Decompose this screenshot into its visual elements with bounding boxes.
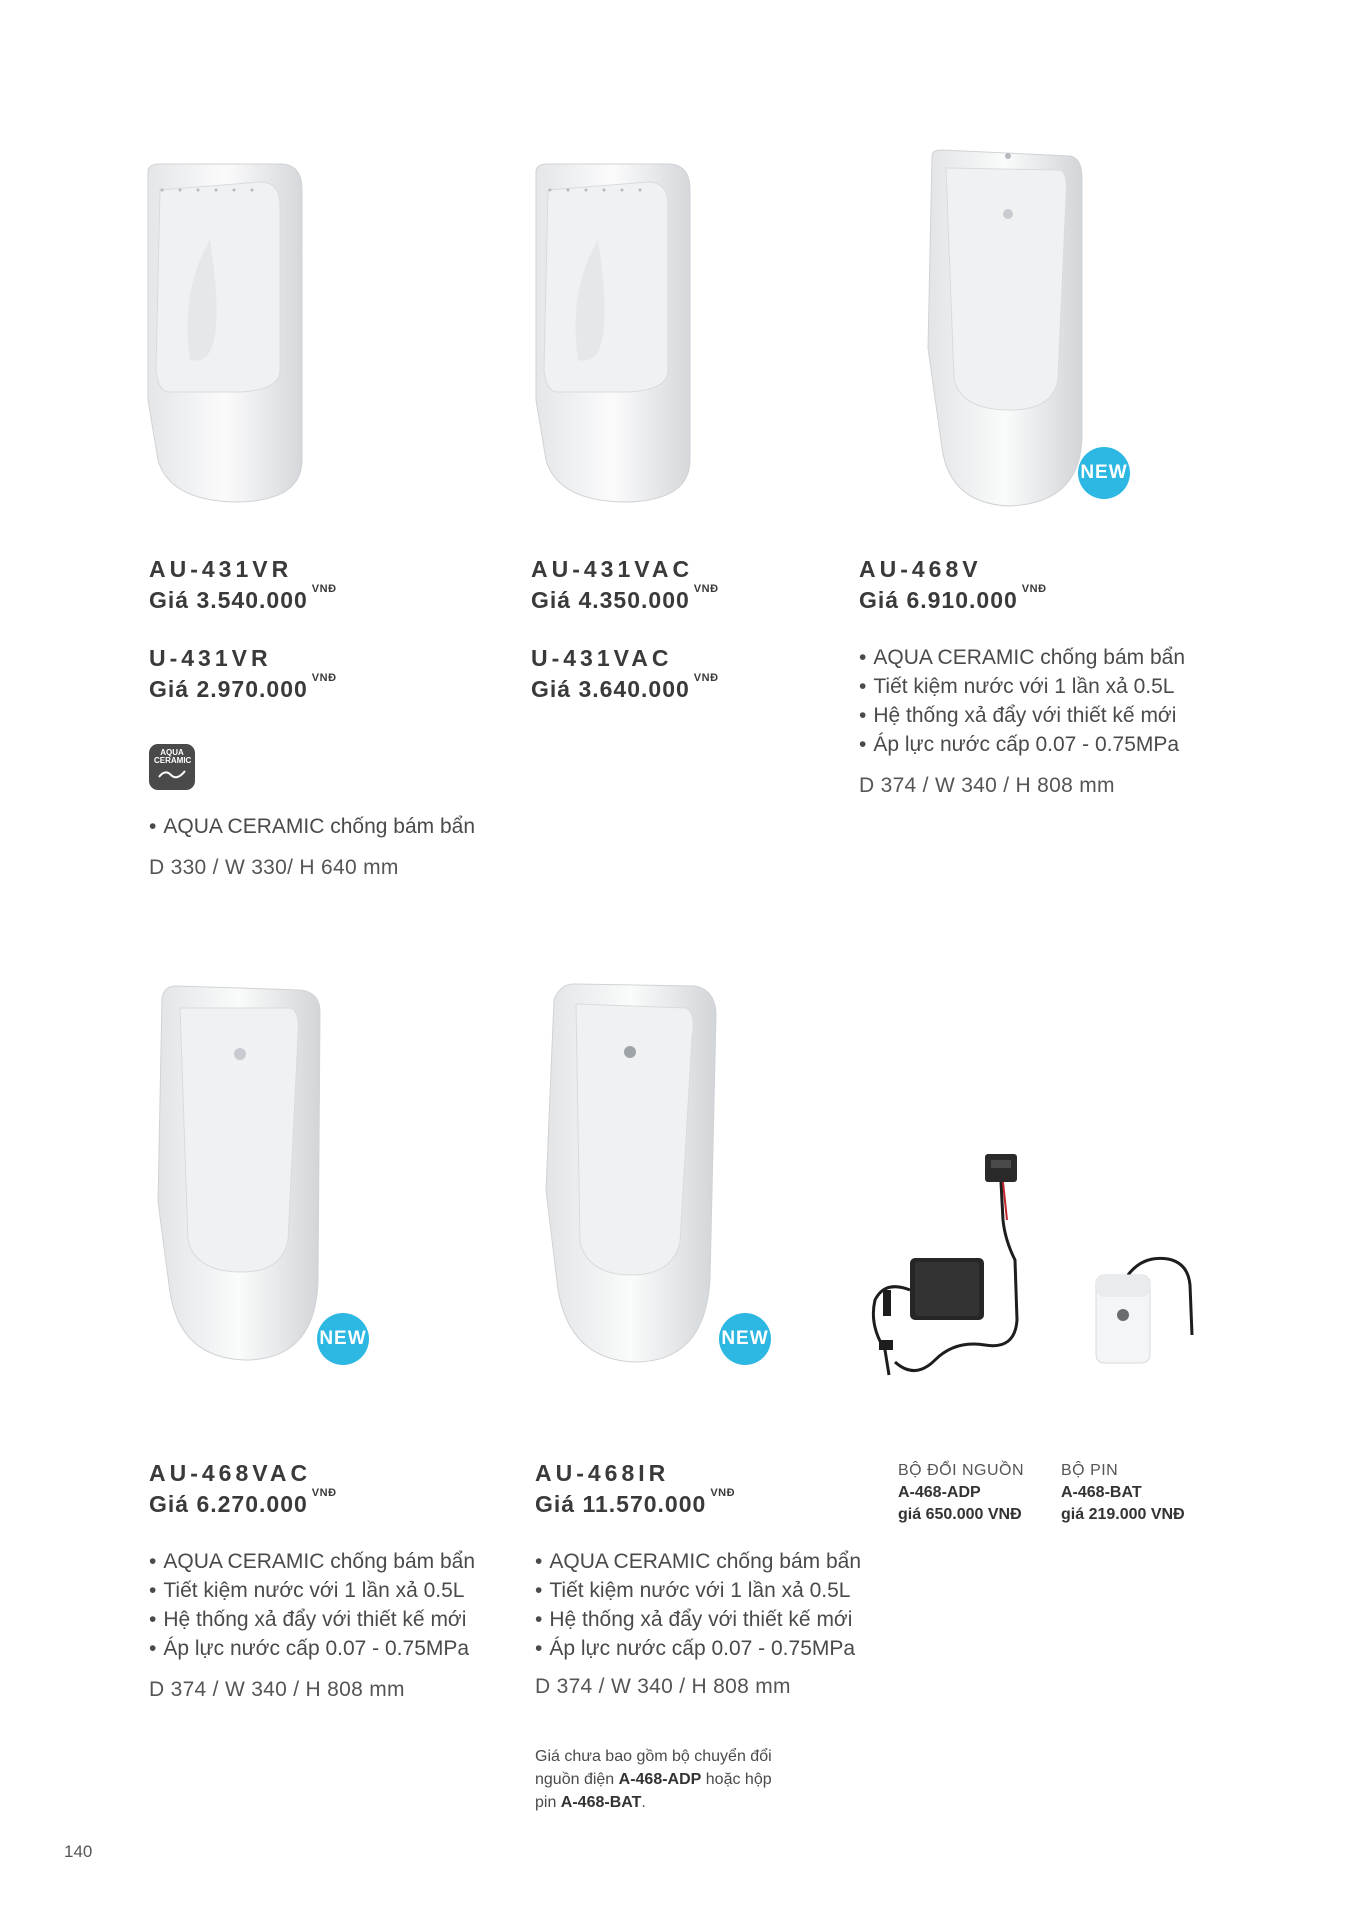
model-name: AU-468VAC [149, 1460, 312, 1486]
dimensions: D 374 / W 340 / H 808 mm [859, 774, 1115, 797]
feature-list [535, 1547, 861, 1663]
accessory-label: BỘ ĐỔI NGUỒN [898, 1462, 1025, 1479]
model-price: Giá 11.570.000 $^{VNĐ}$ [535, 1487, 736, 1517]
feature-item: • AQUA CERAMIC chống bám bẩn [149, 1547, 475, 1576]
power-adapter-image [865, 1150, 1040, 1385]
feature-list [149, 812, 475, 841]
feature-item: • Áp lực nước cấp 0.07 - 0.75MPa [859, 730, 1185, 759]
dimensions: D 374 / W 340 / H 808 mm [149, 1678, 405, 1701]
feature-list [859, 643, 1185, 759]
aqua-ceramic-icon: AQUA CERAMIC [149, 744, 195, 790]
feature-item: • Tiết kiệm nước với 1 lần xả 0.5L [535, 1576, 861, 1605]
dimensions: D 330 / W 330/ H 640 mm [149, 856, 399, 879]
model-name: U-431VAC [531, 645, 673, 671]
feature-item: • AQUA CERAMIC chống bám bẩn [149, 812, 475, 841]
model-name: AU-431VAC [531, 556, 694, 582]
feature-item: • Hệ thống xả đẩy với thiết kế mới [535, 1605, 861, 1634]
urinal-au-431vr-image [140, 160, 310, 505]
model-price: Giá 6.270.000 $^{VNĐ}$ [149, 1487, 337, 1517]
feature-item: • Hệ thống xả đẩy với thiết kế mới [859, 701, 1185, 730]
dimensions: D 374 / W 340 / H 808 mm [535, 1675, 791, 1698]
feature-item: • Tiết kiệm nước với 1 lần xả 0.5L [149, 1576, 475, 1605]
page-number: 140 [64, 1842, 93, 1861]
model-name: AU-468IR [535, 1460, 670, 1486]
model-price: Giá 3.640.000 $^{VNĐ}$ [531, 672, 719, 702]
feature-item: • Hệ thống xả đẩy với thiết kế mới [149, 1605, 475, 1634]
model-name: U-431VR [149, 645, 272, 671]
feature-item: • Áp lực nước cấp 0.07 - 0.75MPa [535, 1634, 861, 1663]
accessory-code: A-468-ADP [898, 1484, 981, 1501]
new-badge: NEW [317, 1313, 369, 1365]
feature-item: • AQUA CERAMIC chống bám bẩn [859, 643, 1185, 672]
new-badge: NEW [719, 1313, 771, 1365]
urinal-au-468vac-image [150, 982, 325, 1362]
model-price: Giá 6.910.000 $^{VNĐ}$ [859, 583, 1047, 613]
model-name: AU-431VR [149, 556, 293, 582]
urinal-au-468ir-image [540, 980, 720, 1365]
model-price: Giá 3.540.000 $^{VNĐ}$ [149, 583, 337, 613]
feature-item: • Tiết kiệm nước với 1 lần xả 0.5L [859, 672, 1185, 701]
model-price: Giá 4.350.000 $^{VNĐ}$ [531, 583, 719, 613]
new-badge: NEW [1078, 447, 1130, 499]
urinal-au-431vac-image [528, 160, 698, 505]
feature-list [149, 1547, 475, 1663]
urinal-au-468v-image [920, 148, 1090, 508]
accessory-price: giá 650.000 VNĐ [898, 1506, 1022, 1523]
feature-item: • AQUA CERAMIC chống bám bẩn [535, 1547, 861, 1576]
accessory-label: BỘ PIN [1061, 1462, 1119, 1479]
accessory-code: A-468-BAT [1061, 1484, 1142, 1501]
model-name: AU-468V [859, 556, 982, 582]
feature-item: • Áp lực nước cấp 0.07 - 0.75MPa [149, 1634, 475, 1663]
accessory-price: giá 219.000 VNĐ [1061, 1506, 1185, 1523]
model-price: Giá 2.970.000 $^{VNĐ}$ [149, 672, 337, 702]
price-note: Giá chưa bao gồm bộ chuyển đổi nguồn điện A-468-ADP hoặc hộp pin A-468-BAT. [535, 1748, 772, 1811]
battery-box-image [1088, 1245, 1203, 1370]
